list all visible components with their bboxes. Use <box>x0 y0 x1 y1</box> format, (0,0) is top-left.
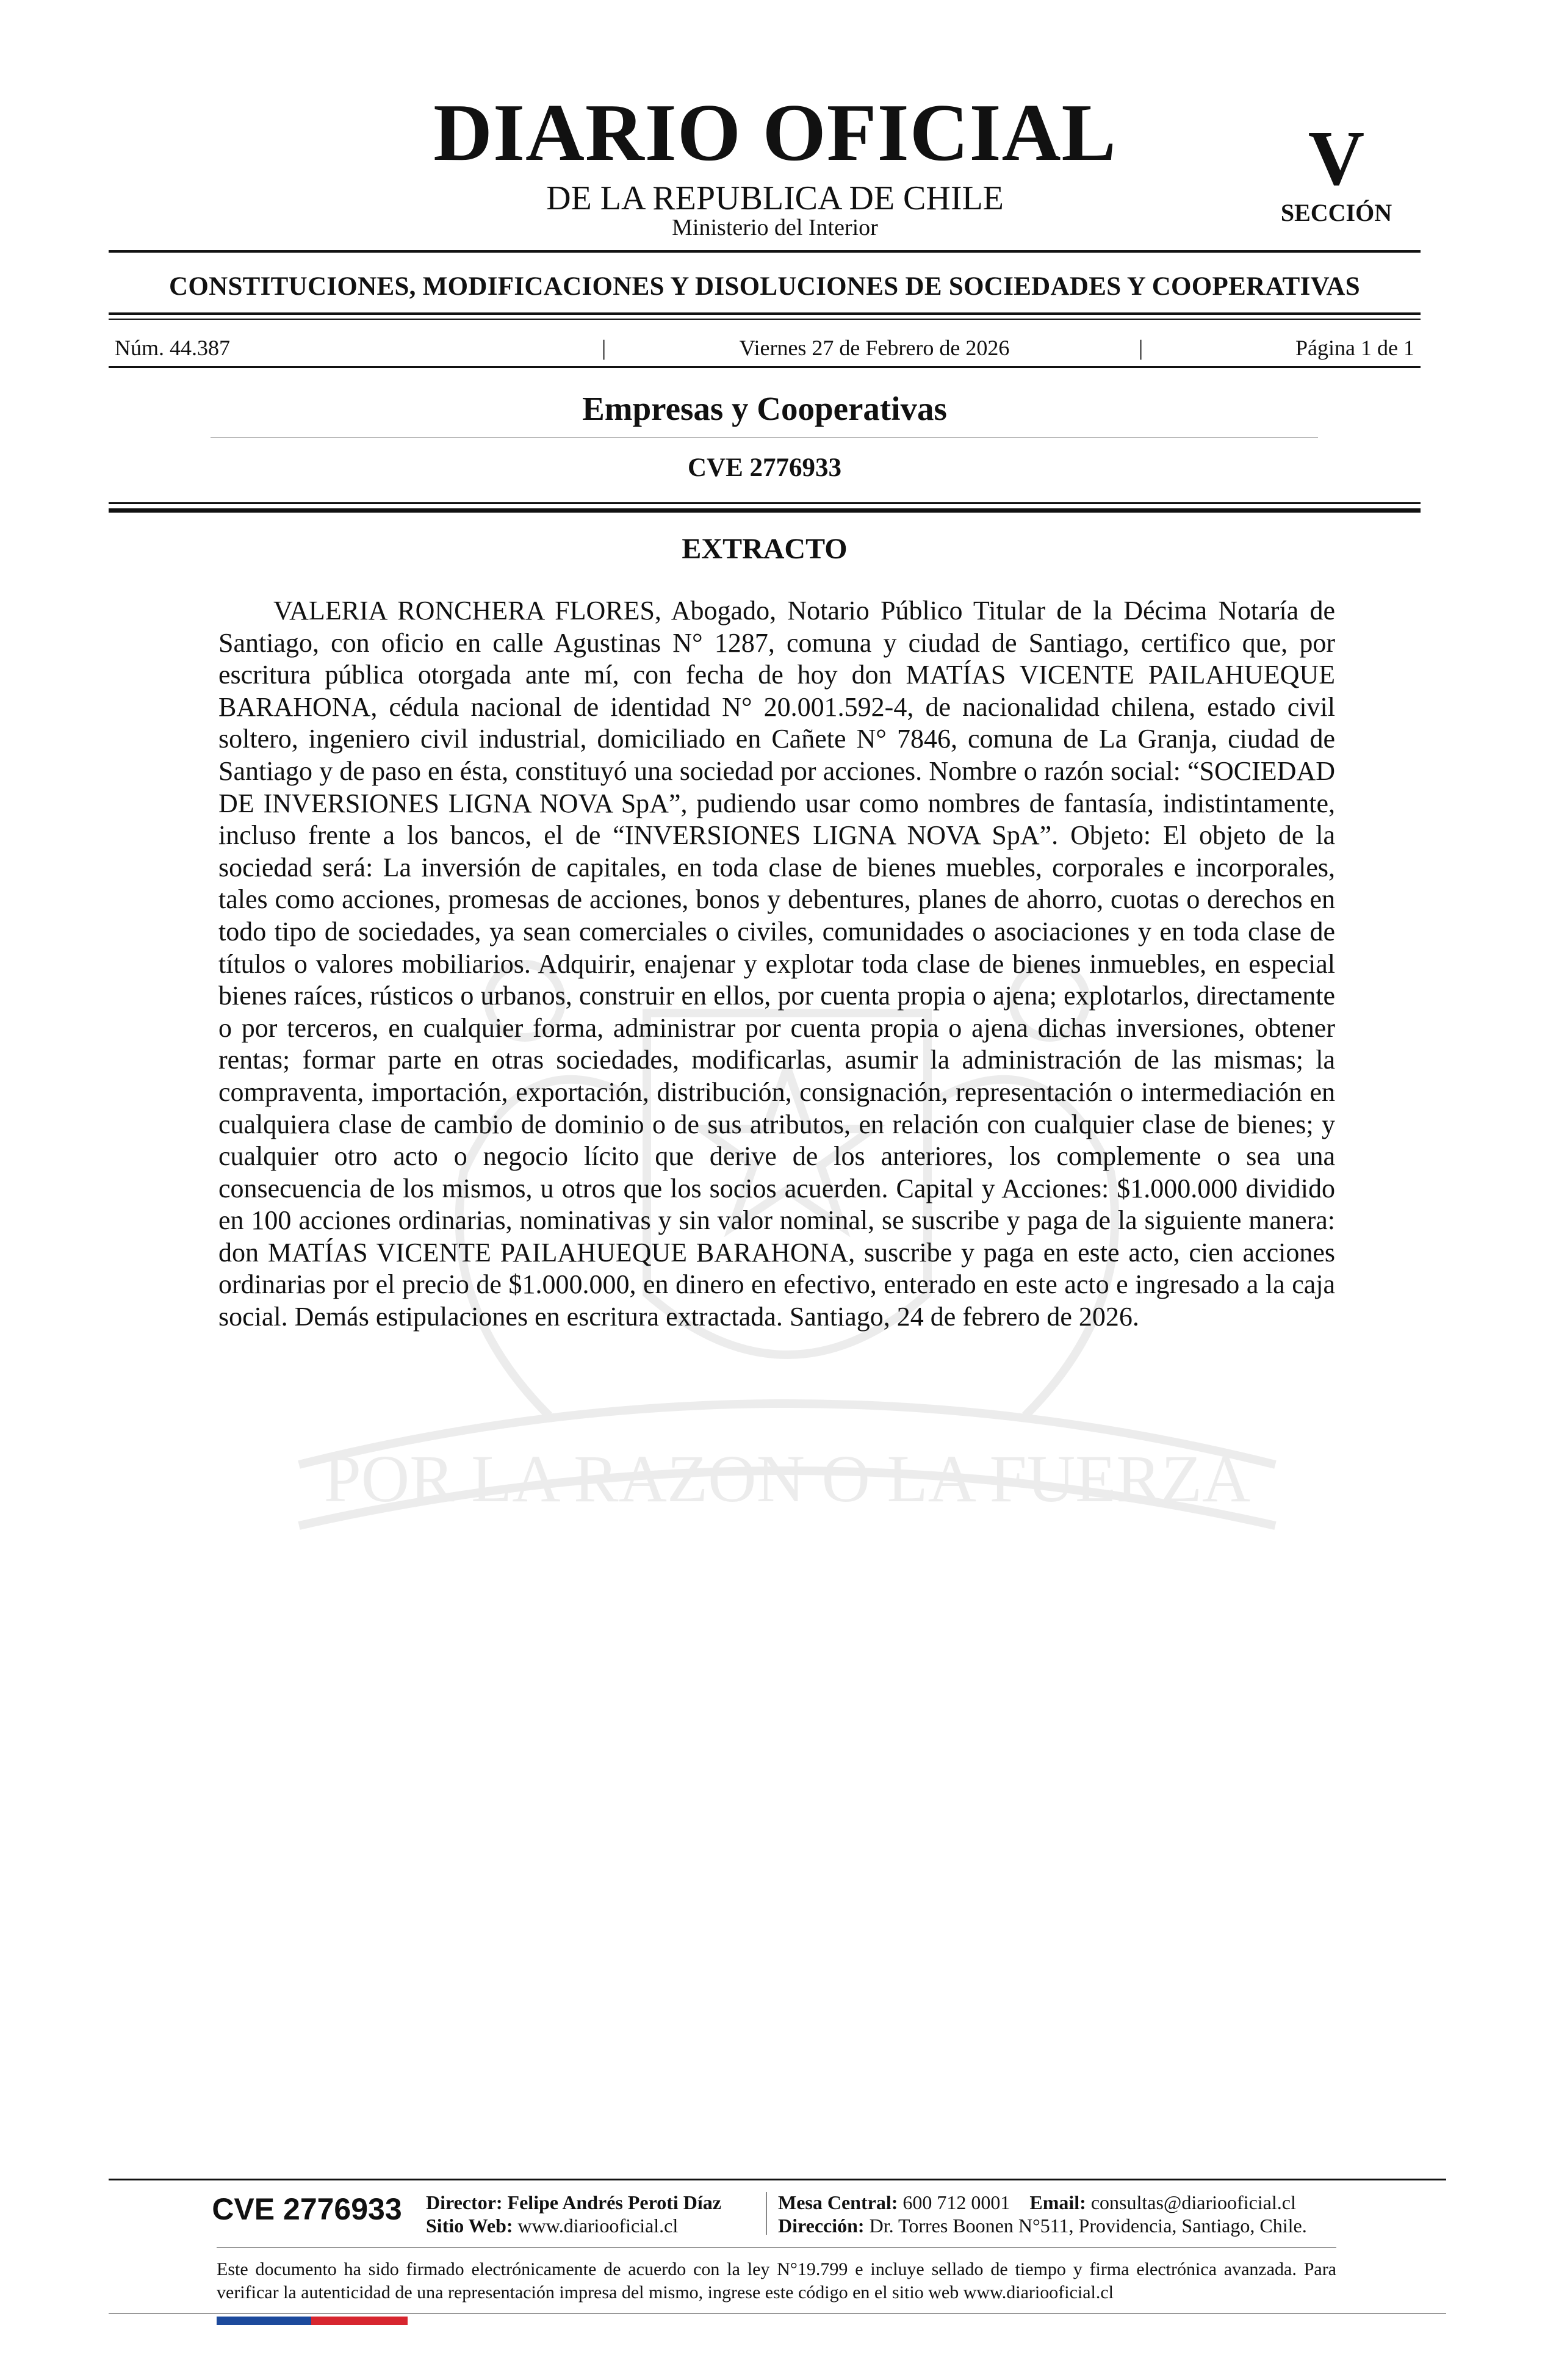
flag-stripe-red <box>311 2317 408 2325</box>
footer-divider-vertical <box>766 2192 767 2235</box>
director-name: Felipe Andrés Peroti Díaz <box>507 2191 721 2213</box>
footer-cve-code: CVE 2776933 <box>212 2192 402 2226</box>
flag-stripe-blue <box>217 2317 311 2325</box>
issue-date: Viernes 27 de Febrero de 2026 <box>739 336 1010 360</box>
rule-info-bottom <box>109 366 1421 368</box>
section-title: Empresas y Cooperativas <box>582 390 947 427</box>
footer-rule-bottom <box>109 2313 1446 2314</box>
info-separator-1: | <box>602 336 607 360</box>
rule-cve-bottom-1 <box>109 502 1421 504</box>
email-link[interactable]: consultas@diariooficial.cl <box>1090 2191 1296 2213</box>
website-label: Sitio Web: <box>426 2215 513 2237</box>
footer-rule-middle <box>217 2247 1336 2248</box>
masthead-ministry: Ministerio del Interior <box>672 215 878 240</box>
rule-banner-bottom-2 <box>109 319 1421 320</box>
document-heading: EXTRACTO <box>682 533 848 565</box>
rule-top <box>109 250 1421 253</box>
section-word: SECCIÓN <box>1280 199 1392 226</box>
section-letter: V <box>1308 115 1365 201</box>
address-label: Dirección: <box>778 2215 865 2237</box>
extract-body: VALERIA RONCHERA FLORES, Abogado, Notario Público Titular de la Décima Notaría de Santiago, con oficio en calle Agustinas N° 1287, comuna y ciudad de Santiago, certifico que, por escritura pública otorgada ante mí, con fecha de hoy don MATÍAS VICENTE PAILAHUEQUE BARAHONA, cédula nacional de identidad N° 20.001.592-4, de nacionalidad chilena, estado civil soltero, ingeniero civil industrial, domiciliado en Cañete N° 7846, comuna de La Granja, ciudad de Santiago y de paso en ésta, constituyó una sociedad por acciones. Nombre o razón social: “SOCIEDAD DE INVERSIONES LIGNA NOVA SpA”, pudiendo usar como nombres de fantasía, indistintamente, incluso frente a los bancos, el de “INVERSIONES LIGNA NOVA SpA”. Objeto: El objeto de la sociedad será: La inversión de capitales, en toda clase de bienes muebles, corporales e incorporales, tales como acciones, promesas de acciones, bonos y debentures, planes de ahorro, cuotas o derechos en todo tipo de sociedades, ya sean comerciales o civiles, comunidades o asociaciones y en toda clase de títulos o valores mobiliarios. Adquirir, enajenar y explotar toda clase de bienes inmuebles, en especial bienes raíces, rústicos o urbanos, construir en ellos, por cuenta propia o ajena; explotarlos, directamente o por terceros, en cualquier forma, administrar por cuenta propia o ajena dichas inversiones, obtener rentas; formar parte en otras sociedades, modificarlas, asumir la administración de las mismas; la compraventa, importación, exportación, distribución, consignación, representación o intermediación en cualquiera clase de cambio de dominio o de sus atributos, en relación con cualquier clase de bienes; y cualquier otro acto o negocio lícito que derive de los anteriores, los complemente o sea una consecuencia de los mismos, u otros que los socios acuerden. Capital y Acciones: $1.000.000 dividido en 100 acciones ordinarias, nominativas y sin valor nominal, se suscribe y paga de la siguiente manera: don MATÍAS VICENTE PAILAHUEQUE BARAHONA, suscribe y paga en este acto, cien acciones ordinarias por el precio de $1.000.000, en dinero en efectivo, enterado en este acto e ingresado a la caja social. Demás estipulaciones en escritura extractada. Santiago, 24 de febrero de 2026. <box>218 596 1335 1332</box>
info-separator-2: | <box>1139 336 1144 360</box>
footer-contact-block <box>778 2191 1307 2237</box>
watermark-motto: POR LA RAZON O LA FUERZA <box>323 1441 1251 1516</box>
address-value: Dr. Torres Boonen N°511, Providencia, Santiago, Chile. <box>869 2215 1307 2237</box>
footer-legal-note: Este documento ha sido firmado electrónicamente de acuerdo con la ley N°19.799 e incluye sellado de tiempo y firma electrónica avanzada. Para verificar la autenticidad de una representación impresa del mismo, ingrese este código en el sitio web www.diariooficial.cl <box>217 2259 1336 2302</box>
footer-director-block <box>426 2191 721 2237</box>
footer-rule-top <box>109 2179 1446 2180</box>
rule-section-divider <box>211 437 1318 438</box>
website-link[interactable]: www.diariooficial.cl <box>517 2215 679 2237</box>
masthead-subtitle: DE LA REPUBLICA DE CHILE <box>546 179 1004 217</box>
rule-banner-bottom-1 <box>109 312 1421 315</box>
mesa-phone: 600 712 0001 <box>902 2191 1010 2213</box>
rule-cve-bottom-2 <box>109 508 1421 513</box>
mesa-label: Mesa Central: <box>778 2191 898 2213</box>
category-banner: CONSTITUCIONES, MODIFICACIONES Y DISOLUCIONES DE SOCIEDADES Y COOPERATIVAS <box>168 272 1360 301</box>
director-label: Director: <box>426 2191 503 2213</box>
cve-code: CVE 2776933 <box>687 453 842 482</box>
email-label: Email: <box>1029 2191 1086 2213</box>
masthead-title: DIARIO OFICIAL <box>433 87 1117 178</box>
page-indicator: Página 1 de 1 <box>1295 336 1414 360</box>
issue-number: Núm. 44.387 <box>115 336 230 360</box>
issue-info-bar <box>109 333 1421 363</box>
